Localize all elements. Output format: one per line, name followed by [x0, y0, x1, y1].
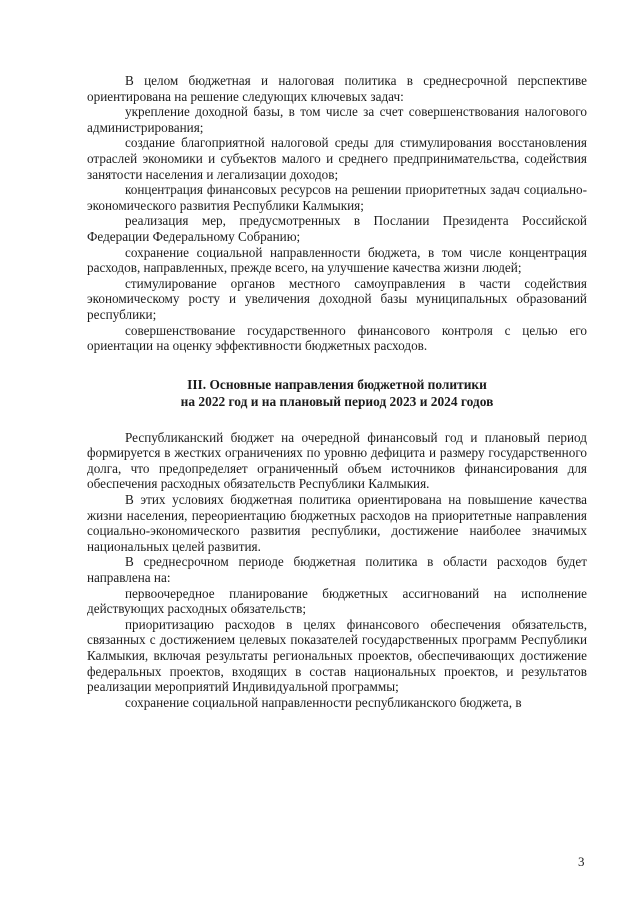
expense-item: сохранение социальной направленности республиканского бюджета, в	[125, 694, 522, 710]
task-item: укрепление доходной базы, в том числе за счет совершенствования налогового администрирования;	[87, 104, 587, 135]
body-paragraph: В этих условиях бюджетная политика ориентирована на повышение качества жизни населения, переориентацию бюджетных расходов на приоритетные направления социально-экономического развития республики, достижение наиболее значимых национальных целей развития.	[87, 492, 587, 554]
expense-item: первоочередное планирование бюджетных ассигнований на исполнение действующих расходных обязательств;	[87, 585, 587, 617]
task-item: концентрация финансовых ресурсов на решении приоритетных задач социально-экономического развития Республики Калмыкия;	[87, 182, 587, 213]
task-item: стимулирование органов местного самоуправления в части содействия экономическому росту и увеличения доходной базы муниципальных образований республики;	[87, 275, 587, 322]
body-paragraph: В среднесрочном периоде бюджетная политика в области расходов будет направлена на:	[87, 554, 587, 586]
expense-item: приоритизацию расходов в целях финансового обеспечения обязательств, связанных с достижением целевых показателей государственных программ Республики Калмыкия, включая результаты региональных проектов, обеспечивающих достижение федеральных проектов, входящих в состав национальных проектов, и результатов реализации мероприятий Индивидуальной программы;	[87, 616, 587, 695]
document-body	[87, 73, 587, 710]
intro-paragraph: В целом бюджетная и налоговая политика в среднесрочной перспективе ориентирована на решение следующих ключевых задач:	[87, 73, 587, 104]
task-item: реализация мер, предусмотренных в Послании Президента Российской Федерации Федеральному Собранию;	[87, 213, 587, 244]
page-number: 3	[578, 854, 585, 869]
body-paragraph: Республиканский бюджет на очередной финансовый год и плановый период формируется в жестких ограничениях по уровню дефицита и размеру государственного долга, что предопределяет ограниченный объем источников финансирования для обеспечения расходных обязательств Республики Калмыкия.	[87, 429, 587, 492]
section-heading-line2: на 2022 год и на плановый период 2023 и 2024 годов	[180, 393, 494, 409]
task-item: сохранение социальной направленности бюджета, в том числе концентрация расходов, направленных, прежде всего, на улучшение качества жизни людей;	[87, 244, 587, 276]
task-item: совершенствование государственного финансового контроля с целью его ориентации на оценку эффективности бюджетных расходов.	[87, 322, 587, 354]
task-item: создание благоприятной налоговой среды для стимулирования восстановления отраслей экономики и субъектов малого и среднего предпринимательства, содействия занятости населения и легализации доходов;	[87, 135, 587, 182]
section-heading-line1: III. Основные направления бюджетной политики	[187, 376, 487, 392]
section-heading	[87, 376, 587, 410]
